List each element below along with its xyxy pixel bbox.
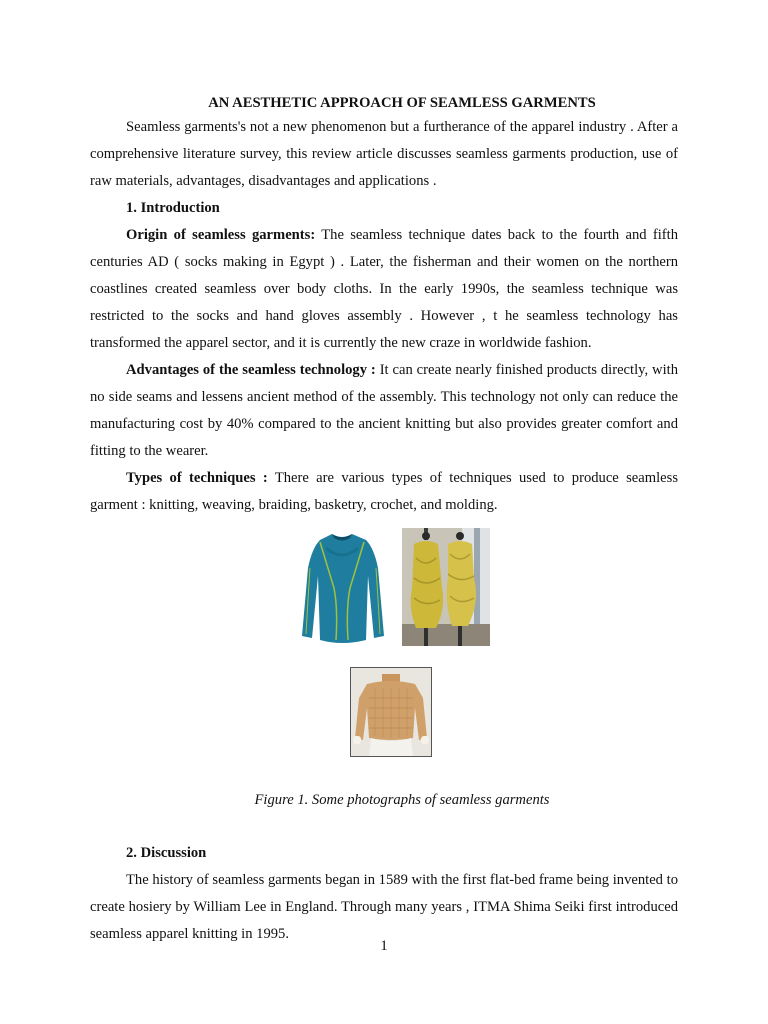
photo-tan-sweater — [350, 667, 432, 757]
types-text: There are various types of techniques used to produce seamless garment : knitting, weaving, braiding, basketry, crochet, and molding. — [90, 470, 678, 513]
origin-label: Origin of seamless garments: — [126, 227, 316, 243]
types-paragraph — [90, 465, 678, 519]
origin-text: The seamless technique dates back to the fourth and fifth centuries AD ( socks making in Egypt ) . Later, the fisherman and their women on the northern coastlines created seamless over body cloths. In the early 1990s, the seamless technique was restricted to the socks and hand gloves assembly . However , t he seamless technology has transformed the apparel sector, and it is currently the new craze in worldwide fashion. — [90, 227, 678, 351]
document-title: AN AESTHETIC APPROACH OF SEAMLESS GARMENTS — [208, 95, 596, 111]
advantages-label: Advantages of the seamless technology : — [126, 362, 376, 378]
intro-paragraph: Seamless garments's not a new phenomenon but a furtherance of the apparel industry . After a comprehensive literature survey, this review article discusses seamless garments production, use of raw materials, advantages, disadvantages and applications . — [90, 119, 678, 189]
discussion-paragraph: The history of seamless garments began in 1589 with the first flat-bed frame being invented to create hosiery by William Lee in England. Through many years , ITMA Shima Seiki first introduced seamless apparel knitting in 1995. — [90, 872, 678, 942]
photo-yellow-dresses — [402, 528, 490, 646]
section-heading-introduction: 1. Introduction — [126, 200, 220, 216]
document-page — [90, 92, 678, 948]
figure-caption: Figure 1. Some photographs of seamless garments — [254, 792, 550, 808]
types-label: Types of techniques : — [126, 470, 268, 486]
section-heading-discussion: 2. Discussion — [126, 845, 207, 861]
photo-blue-shirt — [298, 528, 386, 646]
origin-paragraph — [90, 222, 678, 357]
advantages-paragraph — [90, 357, 678, 465]
advantages-text: It can create nearly finished products directly, with no side seams and lessens ancient method of the assembly. This technology not only can reduce the manufacturing cost by 40% compared to the ancient knitting but also provides greater comfort and fitting to the wearer. — [90, 362, 678, 459]
page-number: 1 — [380, 938, 388, 954]
figure-photos — [90, 525, 678, 783]
